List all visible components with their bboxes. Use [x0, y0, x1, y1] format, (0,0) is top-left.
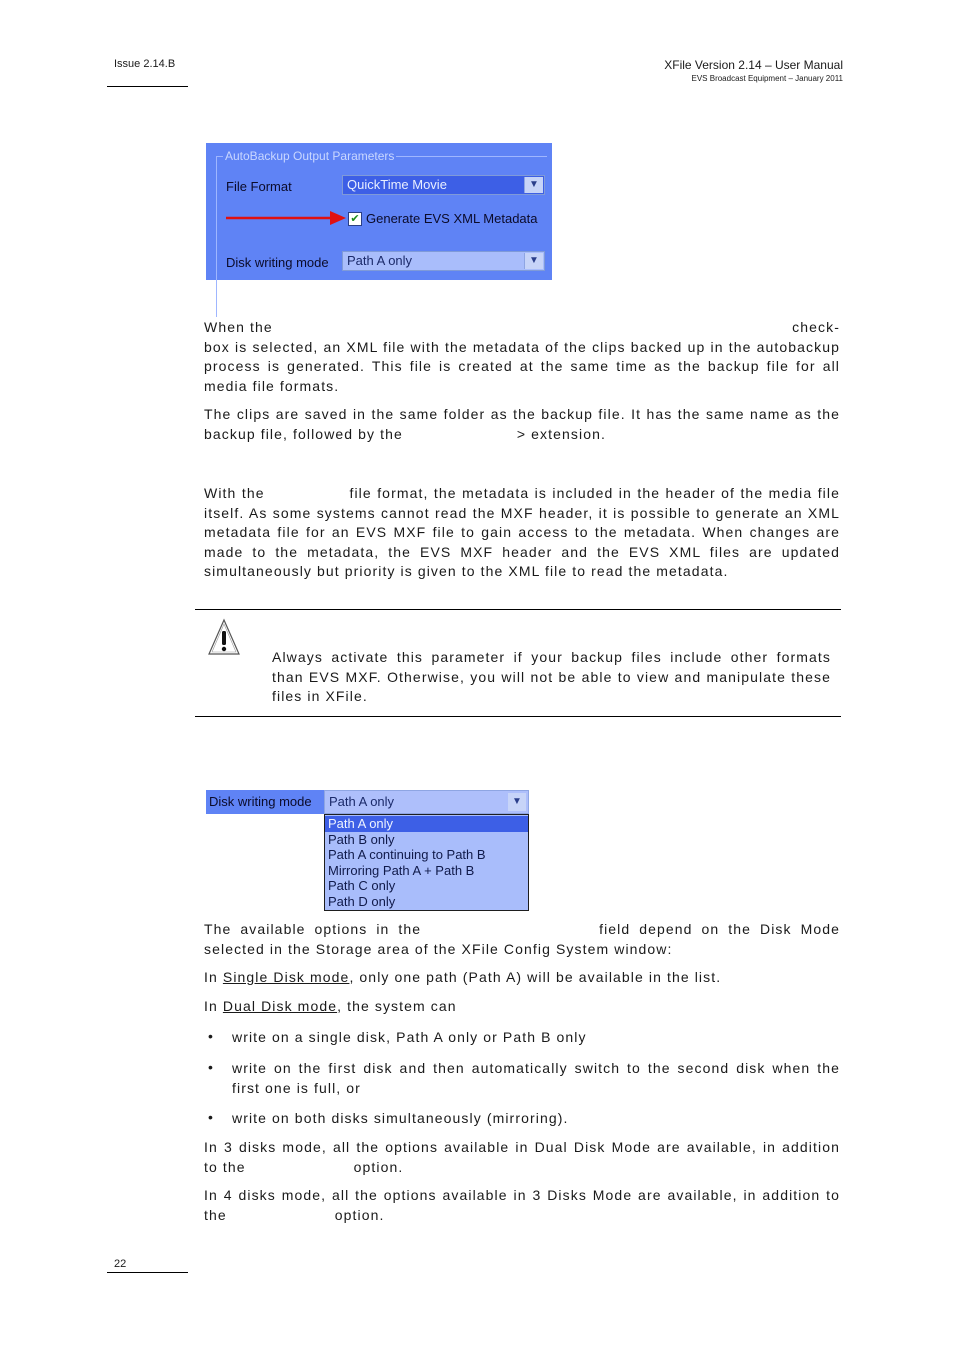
panel-title: AutoBackup Output Parameters [225, 149, 395, 163]
single-disk-mode-link: Single Disk mode [222, 969, 350, 985]
bullet-icon: • [208, 1028, 213, 1044]
para4-start: The available options in the [204, 921, 422, 937]
chevron-down-icon[interactable]: ▼ [524, 253, 543, 269]
autobackup-panel [206, 143, 552, 280]
para6-in: In [204, 998, 218, 1014]
footer-rule [107, 1272, 188, 1273]
bullet-item: write on both disks simultaneously (mirroring). [232, 1110, 569, 1126]
document-subtitle: EVS Broadcast Equipment – January 2011 [691, 74, 843, 83]
para5-in: In [204, 969, 218, 985]
file-format-label: File Format [226, 179, 292, 194]
paragraph-generate-xml [204, 318, 840, 396]
dropdown-option[interactable]: Path A only [325, 816, 528, 832]
disk-mode-select[interactable] [342, 251, 545, 271]
dropdown-option[interactable]: Path C only [328, 878, 396, 894]
paragraph-available-options [204, 920, 840, 959]
bullet-icon: • [208, 1059, 213, 1075]
dropdown-label: Disk writing mode [206, 790, 324, 814]
dropdown-option[interactable]: Path D only [328, 893, 396, 909]
chevron-down-icon[interactable]: ▼ [524, 177, 543, 193]
disk-mode-value: Path A only [347, 253, 413, 268]
para4-rest: field depend on the Disk Mode selected in the Storage area of the XFile Config System window: [204, 921, 840, 957]
note-bottom-rule [195, 716, 841, 717]
paragraph-xml-location [204, 405, 840, 444]
disk-mode-label: Disk writing mode [226, 255, 329, 270]
warning-icon [207, 618, 241, 658]
para1-line-end: check- [792, 319, 840, 335]
red-arrow-icon [226, 207, 350, 229]
para1-rest: box is selected, an XML file with the metadata of the clips backed up in the autobackup process is generated. This file is created at the same time as the backup file for all media file formats. [204, 338, 840, 394]
dropdown-option[interactable]: Mirroring Path A + Path B [328, 862, 475, 878]
paragraph-single-disk [204, 968, 840, 988]
page-number: 22 [114, 1258, 127, 1270]
dropdown-list [324, 814, 529, 911]
issue-label: Issue 2.14.B [114, 58, 176, 70]
para3-rest: file format, the metadata is included in the header of the media file itself. As some systems cannot read the MXF header, it is possible to generate an XML metadata file for an EVS MXF file to gain access to the metadata. When changes are made to the metadata, the EVS MXF header and the EVS XML files are updated simultaneously but priority is given to the XML file to read the metadata. [204, 485, 840, 579]
para2-text: The clips are saved in the same folder as the backup file. It has the same name as the backup file, followed by the [204, 406, 840, 442]
document-title: XFile Version 2.14 – User Manual [664, 58, 843, 72]
generate-xml-checkbox[interactable]: ✔ [348, 212, 362, 226]
para2-tail: > extension. [516, 425, 606, 442]
paragraph-mxf [204, 484, 840, 582]
header-rule [107, 86, 188, 87]
para3-start: With the [204, 485, 265, 501]
chevron-down-icon[interactable]: ▼ [508, 793, 526, 811]
para7-tail: option. [353, 1158, 404, 1175]
checkbox-label: Generate EVS XML Metadata [366, 211, 538, 226]
para6-rest: , the system can [337, 998, 457, 1014]
dropdown-option[interactable]: Path A continuing to Path B [328, 847, 486, 863]
dropdown-option[interactable]: Path B only [328, 831, 395, 847]
paragraph-dual-disk [204, 997, 840, 1017]
dropdown-value: Path A only [329, 794, 395, 809]
bullet-icon: • [208, 1109, 213, 1125]
file-format-value: QuickTime Movie [347, 177, 447, 192]
bullet-item: write on a single disk, Path A only or Path B only [232, 1029, 587, 1045]
disk-writing-mode-select[interactable] [324, 790, 529, 814]
para5-rest: , only one path (Path A) will be available in the list. [349, 969, 722, 985]
paragraph-4-disks [204, 1186, 840, 1225]
para8-text: In 4 disks mode, all the options available in 3 Disks Mode are available, in addition to the [204, 1187, 840, 1223]
para8-tail: option. [334, 1206, 385, 1223]
paragraph-first-line [204, 318, 840, 338]
bullet-item: write on the first disk and then automatically switch to the second disk when the first one is full, or [232, 1060, 840, 1096]
paragraph-3-disks [204, 1138, 840, 1177]
note-text: Always activate this parameter if your backup files include other formats than EVS MXF. Otherwise, you will not be able to view and manipulate these files in XFile. [272, 649, 831, 704]
file-format-select[interactable] [342, 175, 545, 195]
para1-start: When the [204, 319, 273, 335]
dual-disk-mode-link: Dual Disk mode [222, 998, 338, 1014]
note-top-rule [195, 609, 841, 610]
para7-text: In 3 disks mode, all the options available in Dual Disk Mode are available, in addition to the [204, 1139, 840, 1175]
